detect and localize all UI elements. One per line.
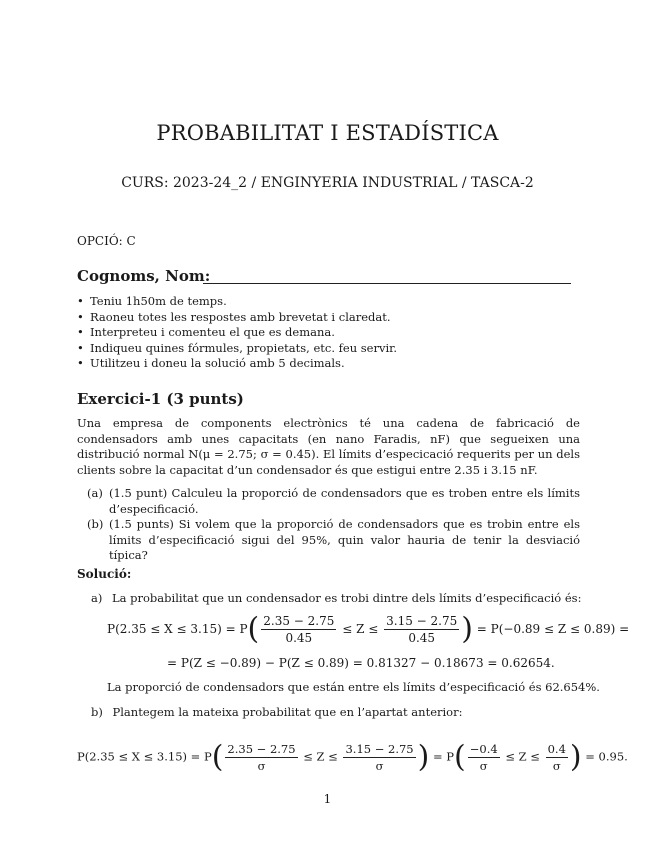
part-text: (1.5 punts) Si volem que la proporció de condensadors que es trobin entre els límits d’especificació sigui del 95%, quin valor hauria de tenir la desviació típica? bbox=[109, 517, 580, 562]
numerator: 3.15 − 2.75 bbox=[345, 742, 414, 756]
left-paren: ( bbox=[454, 739, 466, 775]
eq-rhs: = 0.95. bbox=[585, 749, 628, 764]
fraction bbox=[546, 742, 568, 773]
right-paren: ) bbox=[417, 739, 430, 775]
part-label: (b) bbox=[87, 517, 104, 531]
exercise-part-a bbox=[77, 486, 580, 518]
fraction bbox=[343, 742, 415, 773]
eq-mid: = P bbox=[433, 749, 455, 764]
eq-mid: ≤ Z ≤ bbox=[303, 749, 338, 764]
denominator: σ bbox=[375, 759, 384, 773]
eq-lhs: P(2.35 ≤ X ≤ 3.15) = P bbox=[107, 622, 248, 636]
equation-a2: = P(Z ≤ −0.89) − P(Z ≤ 0.89) = 0.81327 − 0.18673 = 0.62654. bbox=[167, 656, 555, 670]
exercise-part-b bbox=[77, 517, 580, 562]
fraction bbox=[225, 742, 297, 773]
course-subtitle: CURS: 2023-24_2 / ENGINYERIA INDUSTRIAL / TASCA-2 bbox=[121, 175, 534, 191]
instructions-list bbox=[90, 294, 397, 372]
name-underline bbox=[203, 283, 571, 284]
eq-mid: ≤ Z ≤ bbox=[505, 749, 540, 764]
numerator: 3.15 − 2.75 bbox=[386, 614, 458, 628]
solution-b-text: Plantegem la mateixa probabilitat que en l’apartat anterior: bbox=[112, 705, 463, 719]
page-number: 1 bbox=[323, 792, 332, 806]
list-item: • Teniu 1h50m de temps. bbox=[90, 294, 397, 310]
exercise-heading: Exercici-1 (3 punts) bbox=[77, 390, 244, 408]
equation-a1 bbox=[107, 611, 630, 647]
denominator: 0.45 bbox=[285, 631, 313, 645]
part-text: (1.5 punt) Calculeu la proporció de condensadors que es troben entre els límits d’especificació. bbox=[109, 486, 580, 516]
list-item: • Utilitzeu i doneu la solució amb 5 decimals. bbox=[90, 356, 397, 372]
solution-a-label: a) bbox=[91, 591, 103, 605]
solution-a-conclusion: La proporció de condensadors que están entre els límits d’especificació és 62.654%. bbox=[107, 680, 600, 694]
eq-mid: ≤ Z ≤ bbox=[342, 622, 379, 636]
left-paren: ( bbox=[247, 611, 260, 647]
equation-b bbox=[77, 739, 628, 775]
solution-a-intro bbox=[91, 591, 581, 605]
eq-lhs: P(2.35 ≤ X ≤ 3.15) = P bbox=[77, 749, 212, 764]
solution-a-text: La probabilitat que un condensador es trobi dintre dels límits d’especificació és: bbox=[112, 591, 582, 605]
fraction bbox=[261, 614, 336, 645]
denominator: σ bbox=[257, 759, 266, 773]
list-item: • Raoneu totes les respostes amb brevetat i claredat. bbox=[90, 310, 397, 326]
list-item: • Interpreteu i comenteu el que es demana. bbox=[90, 325, 397, 341]
numerator: 0.4 bbox=[547, 742, 566, 756]
part-label: (a) bbox=[87, 486, 103, 500]
exercise-statement: Una empresa de components electrònics té una cadena de fabricació de condensadors amb unes capacitats (en nano Faradis, nF) que segueixen una distribució normal N(μ = 2.75; σ = 0.45). El límits d’especicació requerits per un dels clients sobre la capacitat d’un condensador és que estigui entre 2.35 i 3.15 nF. bbox=[77, 416, 580, 477]
fraction bbox=[468, 742, 500, 773]
fraction bbox=[384, 614, 459, 645]
eq-rhs: = P(−0.89 ≤ Z ≤ 0.89) = bbox=[476, 622, 630, 636]
solution-heading: Solució: bbox=[77, 567, 132, 581]
denominator: σ bbox=[479, 759, 488, 773]
denominator: σ bbox=[552, 759, 561, 773]
numerator: −0.4 bbox=[469, 742, 498, 756]
denominator: 0.45 bbox=[408, 631, 436, 645]
solution-b-intro bbox=[91, 705, 462, 719]
numerator: 2.35 − 2.75 bbox=[227, 742, 296, 756]
right-paren: ) bbox=[461, 611, 473, 647]
solution-b-label: b) bbox=[91, 705, 103, 719]
name-label: Cognoms, Nom: bbox=[77, 267, 211, 285]
list-item: • Indiqueu quines fórmules, propietats, etc. feu servir. bbox=[90, 341, 397, 357]
left-paren: ( bbox=[211, 739, 224, 775]
document-title: PROBABILITAT I ESTADÍSTICA bbox=[156, 121, 499, 145]
option-label: OPCIÓ: C bbox=[77, 234, 136, 248]
numerator: 2.35 − 2.75 bbox=[263, 614, 335, 628]
right-paren: ) bbox=[569, 739, 582, 775]
